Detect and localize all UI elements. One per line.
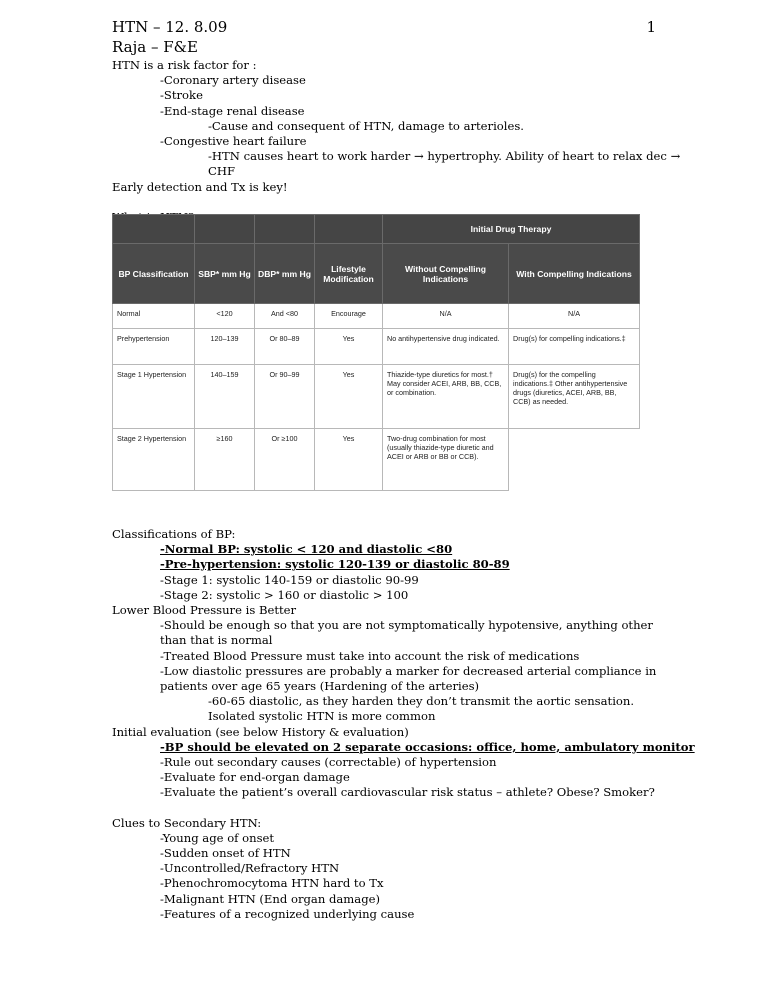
intro-section [112,58,681,225]
list-item: -Young age of onset [160,830,275,845]
list-item: -Phenochromocytoma HTN hard to Tx [160,876,384,891]
table-row [113,304,640,329]
cell: Or 80–89 [255,329,315,365]
column-header: BP Classification [113,244,195,304]
lower-p2: -Treated Blood Pressure must take into account the risk of medications [160,648,580,663]
table-row [113,365,640,429]
cell: Normal [113,304,195,329]
section-title: Initial evaluation (see below History & evaluation) [112,724,409,739]
doc-title: HTN – 12. 8.09 [112,18,228,36]
eval-item: -Rule out secondary causes (correctable) of hypertension [160,755,497,770]
stage-2: -Stage 2: systolic > 160 or diastolic > 100 [160,587,409,602]
cell: No antihypertensive drug indicated. [383,329,509,365]
section-title: Classifications of BP: [112,527,236,541]
eval-item: -Evaluate for end-organ damage [160,770,350,785]
prehypertension: -Pre-hypertension: systolic 120-139 or diastolic 80-89 [160,557,510,572]
classifications-section [112,527,695,922]
stage-1: -Stage 1: systolic 140-159 or diastolic 90-99 [160,572,419,587]
cell: N/A [509,304,640,329]
early-detection: Early detection and Tx is key! [112,179,288,194]
cell: Yes [315,429,383,491]
list-item: -Malignant HTN (End organ damage) [160,891,381,906]
section-title: Clues to Secondary HTN: [112,815,262,830]
cell: 140–159 [195,365,255,429]
page-number: 1 [646,18,656,36]
list-item: -Sudden onset of HTN [160,846,291,861]
cell: Encourage [315,304,383,329]
cell: And <80 [255,304,315,329]
cell [509,429,640,491]
group-header: Initial Drug Therapy [383,215,640,244]
bp-classification-table [112,214,639,526]
cell: Stage 1 Hypertension [113,365,195,429]
section-title: Lower Blood Pressure is Better [112,603,297,618]
chf-note: -HTN causes heart to work harder → hypertrophy. Ability of heart to relax dec → [208,149,681,164]
column-header: Without Compelling Indications [383,244,509,304]
table-row [113,329,640,365]
cell: Yes [315,329,383,365]
cell: ≥160 [195,429,255,491]
doc-author: Raja – F&E [112,38,198,56]
column-header: SBP* mm Hg [195,244,255,304]
cell: Or 90–99 [255,365,315,429]
cell: <120 [195,304,255,329]
risk-item: -Coronary artery disease [160,73,306,88]
cell: Or ≥100 [255,429,315,491]
eval-item: -BP should be elevated on 2 separate occasions: office, home, ambulatory monitor [160,739,695,754]
column-header: Lifestyle Modification [315,244,383,304]
renal-note: -Cause and consequent of HTN, damage to arterioles. [208,118,524,133]
cell: Stage 2 Hypertension [113,429,195,491]
cell: N/A [383,304,509,329]
table-row [113,429,640,491]
column-header: With Compelling Indications [509,244,640,304]
eval-item: -Evaluate the patient’s overall cardiovascular risk status – athlete? Obese? Smoker? [160,785,655,800]
risk-title: HTN is a risk factor for : [112,58,257,72]
column-header: DBP* mm Hg [255,244,315,304]
cell: Yes [315,365,383,429]
normal-bp: -Normal BP: systolic < 120 and diastolic <80 [160,542,453,557]
cell: Drug(s) for the compelling indications.‡ Other antihypertensive drugs (diuretics, ACEI, ARB, BB, CCB) as needed. [509,365,640,429]
cell: Drug(s) for compelling indications.‡ [509,329,640,365]
risk-item: -Congestive heart failure [160,134,307,149]
cell: 120–139 [195,329,255,365]
cell: Prehypertension [113,329,195,365]
lower-p4: -60-65 diastolic, as they harden they don’t transmit the aortic sensation. Isolated systolic HTN is more common [208,694,635,724]
chf-note-cont: CHF [208,164,236,179]
lower-p3: -Low diastolic pressures are probably a marker for decreased arterial compliance in patients over age 65 years (Hardening of the arteries) [160,663,657,694]
list-item: -Features of a recognized underlying cause [160,906,415,921]
risk-item: -Stroke [160,88,203,103]
risk-item: -End-stage renal disease [160,103,305,118]
cell: Two-drug combination for most (usually thiazide-type diuretic and ACEI or ARB or BB or CCB). [383,429,509,491]
cell: Thiazide-type diuretics for most.† May consider ACEI, ARB, BB, CCB, or combination. [383,365,509,429]
list-item: -Uncontrolled/Refractory HTN [160,861,340,876]
lower-p1: -Should be enough so that you are not symptomatically hypotensive, anything other than that is normal [160,618,653,648]
